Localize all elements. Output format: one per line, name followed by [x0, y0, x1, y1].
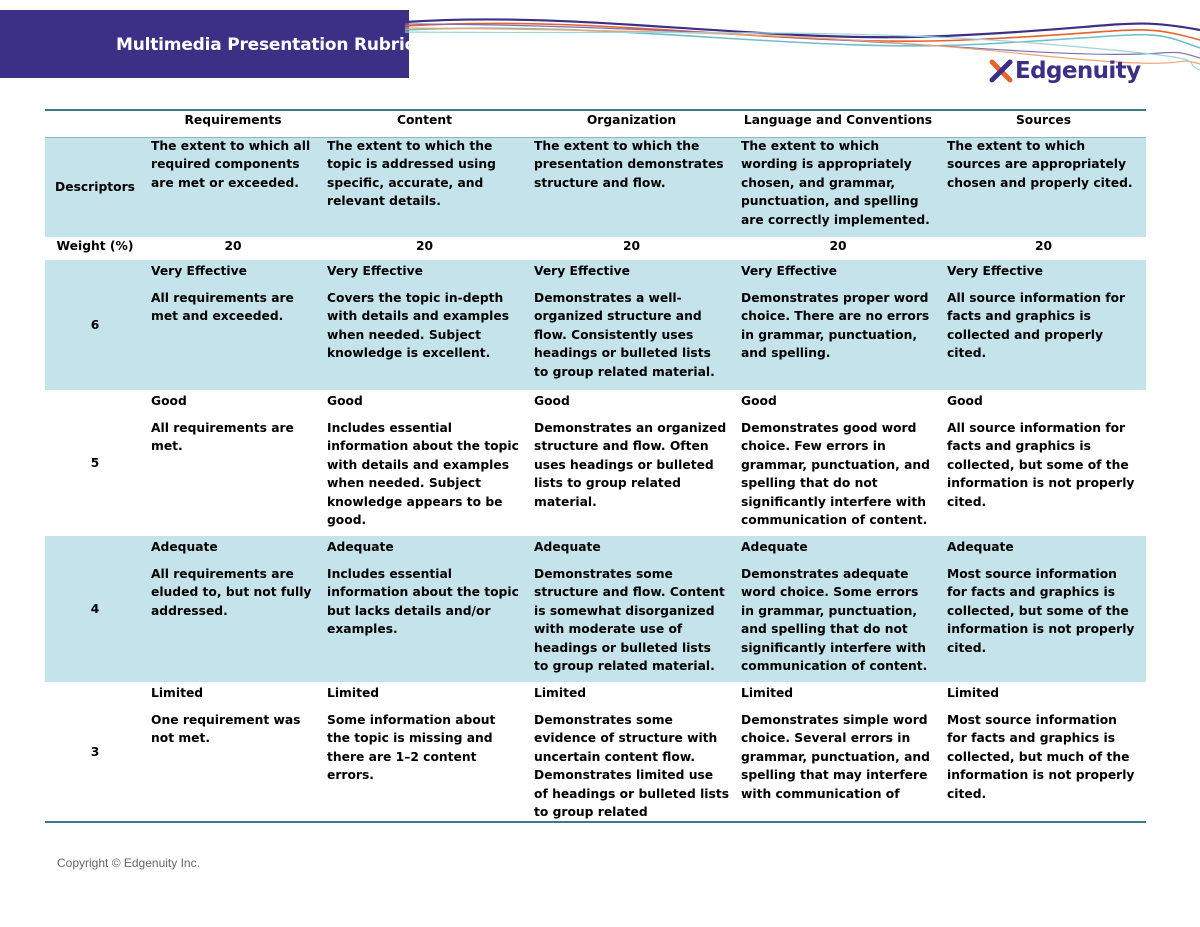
weight-cell: 20 [1034, 239, 1053, 253]
page-title: Multimedia Presentation Rubric [116, 35, 415, 55]
rubric-cell [321, 682, 528, 822]
level-name: Good [327, 394, 363, 408]
level-text: Demonstrates some structure and flow. Content is somewhat disorganized with moderate use of headings or bulleted lists to group related material. [534, 567, 725, 674]
level-name: Adequate [534, 540, 601, 554]
score-label: 3 [90, 744, 100, 759]
level-text: Demonstrates a well-organized structure and flow. Consistently uses headings or bulleted lists to group related material. [534, 291, 715, 379]
level-text: Most source information for facts and graphics is collected, but some of the information is not properly cited. [947, 567, 1135, 655]
rubric-cell [735, 682, 941, 822]
column-header: Requirements [145, 110, 321, 138]
level-text: All source information for facts and graphics is collected, but some of the information is not properly cited. [947, 421, 1135, 509]
level-name: Limited [741, 686, 794, 700]
level-name: Good [947, 394, 983, 408]
descriptor-cell [145, 138, 321, 238]
rubric-cell [528, 682, 735, 822]
logo-text: Edgenuity [1015, 58, 1141, 84]
rubric-table [45, 109, 1146, 823]
level-name: Good [151, 394, 187, 408]
descriptor-text: The extent to which wording is appropriately chosen, and grammar, punctuation, and spelling are correctly implemented. [741, 139, 930, 227]
descriptor-text: The extent to which the topic is addressed using specific, accurate, and relevant details. [327, 139, 496, 209]
descriptor-text: The extent to which all required components are met or exceeded. [151, 139, 311, 190]
level-text: All requirements are met. [151, 421, 294, 454]
row-label: Weight (%) [56, 239, 134, 253]
rubric-cell [941, 390, 1146, 536]
descriptor-text: The extent to which sources are appropriately chosen and properly cited. [947, 139, 1133, 190]
level-name: Good [534, 394, 570, 408]
corner-cell [45, 110, 145, 138]
score-label: 4 [45, 536, 145, 682]
score-row-6 [45, 260, 1146, 390]
level-name: Very Effective [741, 264, 837, 278]
column-header: Language and Conventions [735, 110, 941, 138]
level-name: Very Effective [151, 264, 247, 278]
level-name: Limited [151, 686, 204, 700]
rubric-cell [735, 536, 941, 682]
level-name: Very Effective [947, 264, 1043, 278]
weight-cell: 20 [415, 239, 434, 253]
score-row-4 [45, 536, 1146, 682]
score-label: 6 [45, 260, 145, 390]
level-text: One requirement was not met. [151, 713, 301, 746]
header-row [45, 110, 1146, 138]
rubric-cell [528, 390, 735, 536]
level-name: Adequate [947, 540, 1014, 554]
level-name: Limited [327, 686, 380, 700]
level-name: Adequate [151, 540, 218, 554]
edgenuity-logo [988, 58, 1140, 84]
level-text: Includes essential information about the topic with details and examples when needed. Subject knowledge appears to be good. [327, 421, 519, 528]
level-name: Good [741, 394, 777, 408]
weight-cell: 20 [829, 239, 847, 253]
rubric-cell [145, 682, 321, 822]
rubric-cell [735, 390, 941, 536]
level-name: Very Effective [327, 264, 423, 278]
descriptor-cell [321, 138, 528, 238]
level-text: Demonstrates good word choice. Few errors in grammar, punctuation, and spelling that do not significantly interfere with communication of content. [741, 421, 930, 528]
row-label: Descriptors [45, 138, 145, 238]
level-text: Demonstrates an organized structure and flow. Often uses headings or bulleted lists to group related material. [534, 421, 727, 509]
level-name: Adequate [741, 540, 808, 554]
level-text: Covers the topic in-depth with details and examples when needed. Subject knowledge is excellent. [327, 291, 510, 361]
level-text: Demonstrates adequate word choice. Some errors in grammar, punctuation, and spelling that do not significantly interfere with communication of content. [741, 567, 928, 674]
rubric-cell [735, 260, 941, 390]
level-name: Limited [947, 686, 1000, 700]
rubric-cell [145, 260, 321, 390]
score-row-3 [45, 682, 1146, 822]
rubric-cell [941, 536, 1146, 682]
level-text: All requirements are met and exceeded. [151, 291, 294, 324]
weight-cell: 20 [622, 239, 641, 253]
rubric-cell [528, 536, 735, 682]
rubric-cell [941, 260, 1146, 390]
level-text: Demonstrates proper word choice. There are no errors in grammar, punctuation, and spelling. [741, 291, 930, 361]
rubric-cell [321, 390, 528, 536]
rubric-cell [321, 536, 528, 682]
descriptor-text: The extent to which the presentation demonstrates structure and flow. [534, 139, 724, 190]
level-text: Some information about the topic is missing and there are 1–2 content errors. [327, 713, 496, 783]
score-row-5 [45, 390, 1146, 536]
edgenuity-x-icon [988, 58, 1014, 84]
descriptor-cell [735, 138, 941, 238]
level-name: Very Effective [534, 264, 630, 278]
score-label: 5 [90, 455, 100, 470]
level-text: Demonstrates some evidence of structure with uncertain content flow. Demonstrates limited use of headings or bulleted lists to group related [534, 713, 730, 820]
rubric-cell [145, 390, 321, 536]
level-name: Adequate [327, 540, 394, 554]
column-header: Sources [941, 110, 1146, 138]
column-header: Organization [528, 110, 735, 138]
copyright-text: Copyright © Edgenuity Inc. [57, 856, 200, 870]
descriptor-cell [528, 138, 735, 238]
level-text: All source information for facts and graphics is collected and properly cited. [947, 291, 1126, 361]
level-name: Limited [534, 686, 587, 700]
weight-cell: 20 [224, 239, 242, 253]
level-text: All requirements are eluded to, but not fully addressed. [151, 567, 312, 618]
rubric-cell [145, 536, 321, 682]
level-text: Most source information for facts and graphics is collected, but much of the information is not properly cited. [947, 713, 1135, 801]
descriptor-cell [941, 138, 1146, 238]
level-text: Demonstrates simple word choice. Several errors in grammar, punctuation, and spelling that may interfere with communication of [741, 713, 930, 801]
weight-row [45, 237, 1146, 260]
rubric-cell [528, 260, 735, 390]
rubric-cell [941, 682, 1146, 822]
level-text: Includes essential information about the topic but lacks details and/or examples. [327, 567, 519, 637]
rubric-cell [321, 260, 528, 390]
column-header: Content [321, 110, 528, 138]
descriptors-row [45, 138, 1146, 238]
